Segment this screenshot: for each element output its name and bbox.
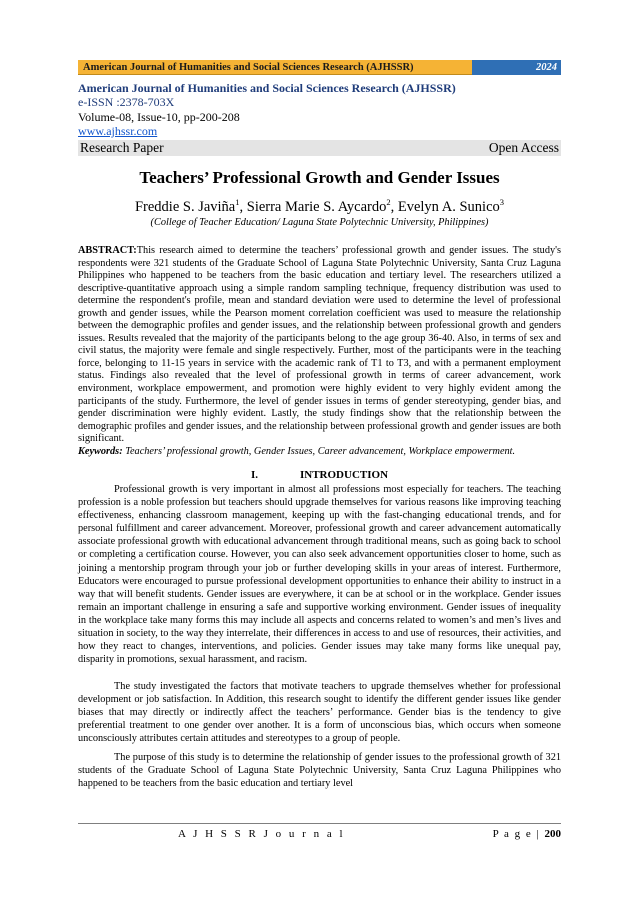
journal-title: American Journal of Humanities and Social Sciences Research (AJHSSR) xyxy=(78,81,456,95)
journal-banner xyxy=(78,60,561,75)
volume-issue: Volume-08, Issue-10, pp-200-208 xyxy=(78,109,240,124)
section-number: I. xyxy=(250,469,258,481)
keywords-text: Teachers’ professional growth, Gender Issues, Career advancement, Workplace empowerment. xyxy=(122,446,516,457)
footer-journal: A J H S S R J o u r n a l xyxy=(178,828,346,840)
footer-rule xyxy=(78,823,561,824)
journal-header xyxy=(78,81,561,138)
author-name: Evelyn A. Sunico xyxy=(397,198,500,215)
author-name: Sierra Marie S. Aycardo xyxy=(246,198,387,215)
abstract xyxy=(78,245,561,446)
article-type: Research Paper xyxy=(80,140,164,155)
abstract-text: This research aimed to determine the teachers’ professional growth and gender issues. The study's respondents were 321 students of the Graduate School of Laguna State Polytechnic University, Santa Cruz Laguna Philippines who happened to be teachers from the basic education and tertiary level. The researchers utilized a descriptive-quantitative approach using a simple random sampling technique, frequency distribution was used to determine the respondent's profile, mean and standard deviation were used to determine the level of professional growth and gender issues, while the Pearson moment correlation coefficient was used to measure the relationship between the demographic profiles and gender issues, and the relationship between professional growth and genders issues. Results revealed that the majority of the participants belong to the age group 36-40. Also, in terms of sex and civil status, the majority were female and single respectively. Further, most of the participants were in the teaching force, belonging to 11-15 years in service with the academic rank of T1 to T3, and with a permanent employment status. Findings also revealed that the level of professional growth in terms of career advancement, work environment, workplace empowerment, and promotion were highly evident to very highly evident among the participants of the study. Furthermore, the level of gender issues in terms of gender stereotyping, gender bias, and gender discrimination were highly evident. Lastly, the study findings show that the relationship between the demographic profiles and gender issues, and the relationship between professional growth and gender issues are both significant. xyxy=(78,245,561,445)
footer-page-label: P a g e | xyxy=(492,828,541,840)
author-affiliation-mark: 2 xyxy=(386,197,391,207)
keywords xyxy=(78,446,561,459)
keywords-label: Keywords: xyxy=(78,446,123,457)
author-list xyxy=(78,197,561,216)
affiliation: (College of Teacher Education/ Laguna State Polytechnic University, Philippines) xyxy=(150,217,489,228)
journal-website-link[interactable]: www.ajhssr.com xyxy=(78,123,158,138)
page-number: 200 xyxy=(544,828,561,840)
author-separator: , xyxy=(239,198,247,215)
footer-page xyxy=(493,828,561,840)
issn: e-ISSN :2378-703X xyxy=(78,95,175,110)
section-title: INTRODUCTION xyxy=(300,469,389,481)
section-heading xyxy=(78,469,561,481)
banner-year: 2024 xyxy=(472,60,561,75)
author-name: Freddie S. Javiña xyxy=(134,198,236,215)
author-affiliation-mark: 3 xyxy=(499,197,505,207)
body-paragraph: The purpose of this study is to determine the relationship of gender issues to the professional growth of 321 students of the Graduate School of Laguna State Polytechnic University, Santa Cruz Laguna Philippines who happened to be teachers from the basic education and tertiary level xyxy=(78,752,561,790)
access-type: Open Access xyxy=(488,140,559,155)
paper-title: Teachers’ Professional Growth and Gender Issues xyxy=(139,168,500,187)
article-type-bar xyxy=(78,140,561,156)
body-paragraph: Professional growth is very important in almost all professions most especially for teachers. The teaching profession is a noble profession but teachers should upgrade themselves for various reasons like improving teaching effectiveness, enhancing classroom management, keeping up with the fast-changing educational trends, and for personal fulfillment and career advancement. Moreover, professional growth and career advancement automatically associate professional growth with educational advancement through traditional means, such as going back to school or completing a certification course. However, you can also seek advancement opportunities closer to home, such as joining a mentorship program through your job or further developing skills in your areas of interest. Furthermore, Educators were encouraged to pursue professional development opportunities to enhance their ability to instruct in a way that will benefit students. Gender issues are everywhere, it can be at school or in the workplace. Gender issues remain an important challenge in ensuring a safe and supportive working environment. Gender issues of inequality in the workplace take many forms this may include all aspects and concerns related to women’s and men’s lives and situation in society, to the way they interrelate, their differences in access to and use of resources, their activities, and how they react to changes, interventions, and policies. Gender issues may take many forms like unequal pay, disparity in promotions, sexual harassment, and racism. xyxy=(78,484,561,666)
abstract-label: ABSTRACT: xyxy=(78,245,137,256)
banner-journal-name: American Journal of Humanities and Social Sciences Research (AJHSSR) xyxy=(78,60,472,75)
author-affiliation-mark: 1 xyxy=(235,197,240,207)
body-paragraph: The study investigated the factors that motivate teachers to upgrade themselves whether for professional development or job satisfaction. In Addition, this research sought to identify the different gender issues like gender biases that may directly or indirectly affect the teachers’ performance. Gender bias is the tendency to give preferential treatment to one gender over another. It is a form of unconscious bias, which occurs when someone unconsciously attributes certain attitudes and stereotypes to a group of people. xyxy=(78,681,561,745)
author-separator: , xyxy=(390,198,398,215)
